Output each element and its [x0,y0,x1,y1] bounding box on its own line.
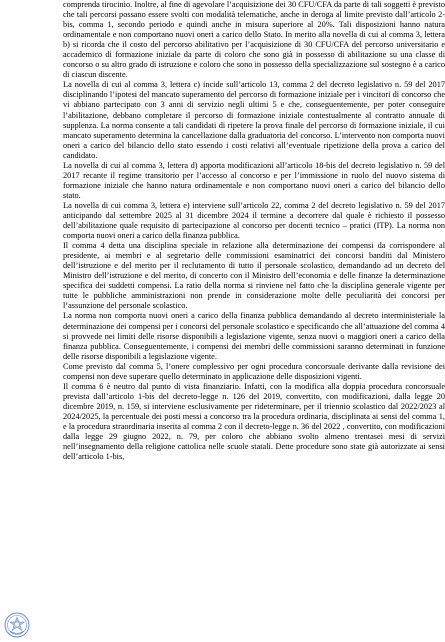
paragraph-comma-3-lettera-d: La novella di cui al comma 3, lettera d) apporta modificazioni all’articolo 18-bis del decreto legislativo n. 59 del 2017 recante il regime transitorio per l’accesso al concorso e per l’immissione in ruolo del nuovo sistema di formazione iniziale che hanno natura ordinamentale e non comportano nuovi oneri a carico del bilancio dello stato. [63,160,445,200]
paragraph-comma-3-lettera-e: La novella di cui comma 3, lettera e) interviene sull’articolo 22, comma 2 del decreto legislativo n. 59 del 2017 anticipando dal settembre 2025 al 31 dicembre 2024 il termine a decorrere dal quale è richiesto il possesso dell’abilitazione quale requisito di partecipazione al concorso per docenti tecnico – pratici (ITP). La norma non comporta nuovi oneri a carico della finanza pubblica. [63,200,445,241]
paragraph-norma-oneri: La norma non comporta nuovi oneri a carico della finanza pubblica demandando al decreto interministeriale la determinazione dei compensi per i concorsi del personale scolastico e specificando che all’attuazione del comma 4 si provvede nei limiti delle risorse disponibili a legislazione vigente, senza nuovi o maggiori oneri a carico della finanza pubblica. Conseguentemente, i compensi dei membri delle commissioni saranno determinati in funzione delle risorse disponibili a legislazione vigente. [63,311,445,361]
paragraph-comma-4: Il comma 4 detta una disciplina speciale in relazione alla determinazione dei compensi da corrispondere al presidente, ai membri e al segretario delle commissioni esaminatrici dei concorsi banditi dal Ministero dell’istruzione e del merito per il reclutamento di tutto il personale scolastico, demandando ad un decreto del Ministro dell’istruzione e del merito, di concerto con il Ministro dell’economia e delle finanze la determinazione specifica dei suddetti compensi. La ratio della norma si rinviene nel fatto che la disciplina generale vigente per tutte le pubbliche amministrazioni non prende in considerazione molte delle peculiarità dei concorsi per l’assunzione del personale scolastico. [63,241,445,311]
paragraph-comma-5: Come previsto dal comma 5, l’onere complessivo per ogni procedura concorsuale derivante dalla revisione dei compensi non deve superare quello determinato in applicazione delle disposizioni vigenti. [63,361,445,381]
paragraph-comma-3-lettera-c: La novella di cui al comma 3, lettera c) incide sull’articolo 13, comma 2 del decreto legislativo n. 59 del 2017 disciplinando l’ipotesi del mancato superamento del percorso di formazione iniziale per i vincitori di concorso che vi abbiano partecipato con 3 anni di servizio negli ultimi 5 e che, conseguentemente, per poter conseguire l’abilitazione, debbano completare il percorso di formazione iniziale contestualmente al contratto annuale di supplenza. La norma consente a tali candidati di ripetere la prova finale del percorso di formazione iniziale, il cui mancato superamento determina la cancellazione dalla graduatoria del concorso. L’intervento non comporta nuovi oneri a carico del bilancio dello stato essendo i costi relativi all’eventuale ripetizione della prova a carico del candidato. [63,80,445,160]
paragraph-comma-6: Il comma 6 è neutro dal punto di vista finanziario. Infatti, con la modifica alla doppia procedura concorsuale prevista dall’articolo 1-bis del decreto-legge n. 126 del 2019, convertito, con modificazioni, dalla legge 20 dicembre 2019, n. 159, si interviene esclusivamente per rideterminare, per il triennio scolastico dal 2022/2023 al 2024/2025, la percentuale dei posti messi a concorso tra la procedura ordinaria, disciplinata ai sensi del comma 1, e la procedura straordinaria inserita al comma 2 con il decreto-legge n. 36 del 2022 , convertito, con modificazioni dalla legge 29 giugno 2022, n. 79, per coloro che abbiano svolto almeno trentasei mesi di servizi nell’insegnamento della religione cattolica nelle scuole statali. Dette procedure sono state già autorizzate ai sensi dell’articolo 1-bis, [63,381,445,462]
report-body [63,0,445,462]
government-emblem-icon [4,612,30,638]
paragraph-tirocinio: comprenda tirocinio. Inoltre, al fine di agevolare l’acquisizione dei 30 CFU/CFA da parte di tali soggetti è previsto che tali percorsi possano essere svolti con modalità telematiche, anche in deroga al limite previsto dall’articolo 2-bis, comma 1, secondo periodo e quindi anche in misura superiore al 20%. Tali disposizioni hanno natura ordinamentale e non comportano nuovi oneri a carico dello Stato. In merito alla novella di cui al comma 3, lettera b) si ricorda che il costo del percorso abilitativo per l’acquisizione di 30 CFU/CFA del percorso universitario e accademico di formazione iniziale da parte di coloro che sono già in possesso di abilitazione su una classe di concorso o su altro grado di istruzione e coloro che sono in possesso della specializzazione sul sostegno è a carico di ciascun discente. [63,0,445,80]
